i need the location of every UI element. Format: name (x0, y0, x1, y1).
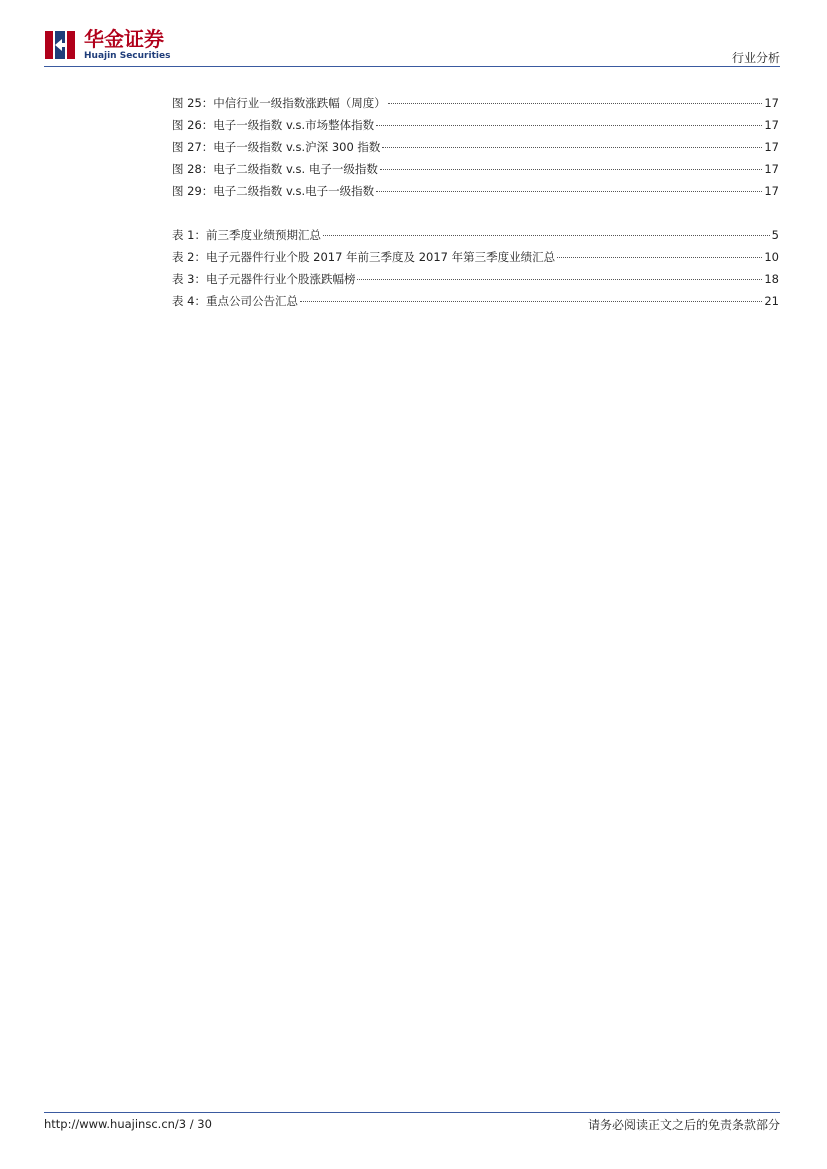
figure-list (172, 92, 779, 202)
toc-item-figure-29[interactable] (172, 180, 779, 202)
toc-leader (300, 301, 762, 302)
toc-leader (557, 257, 762, 258)
toc-item-page: 17 (764, 162, 779, 176)
toc-item-label: 图 27：电子一级指数 v.s.沪深 300 指数 (172, 140, 381, 154)
toc-item-page: 5 (771, 228, 779, 242)
footer-disclaimer: 请务必阅读正文之后的免责条款部分 (587, 1118, 780, 1132)
toc-leader (323, 235, 770, 236)
section-label: 行业分析 (731, 51, 780, 65)
toc-item-figure-28[interactable] (172, 158, 779, 180)
toc-item-label: 图 25：中信行业一级指数涨跌幅（周度） (172, 96, 386, 110)
toc-item-page: 18 (764, 272, 779, 286)
toc-leader (357, 279, 762, 280)
logo-english-name: Huajin Securities (84, 51, 171, 61)
toc-item-page: 21 (764, 294, 779, 308)
toc-leader (376, 125, 762, 126)
footer-url-page[interactable]: http://www.huajinsc.cn/3 / 30 (44, 1117, 212, 1131)
toc-item-page: 17 (764, 140, 779, 154)
footer-divider (44, 1112, 780, 1113)
toc-leader (376, 191, 762, 192)
toc-leader (388, 103, 763, 104)
toc-item-figure-25[interactable] (172, 92, 779, 114)
toc-item-label: 图 28：电子二级指数 v.s. 电子一级指数 (172, 162, 378, 176)
toc-item-label: 表 3：电子元器件行业个股涨跌幅榜 (172, 272, 356, 286)
toc-leader (382, 147, 762, 148)
logo-chinese-name: 华金证券 (84, 27, 164, 51)
toc-item-figure-26[interactable] (172, 114, 779, 136)
toc-item-label: 图 26：电子一级指数 v.s.市场整体指数 (172, 118, 375, 132)
toc-item-label: 图 29：电子二级指数 v.s.电子一级指数 (172, 184, 375, 198)
toc-item-page: 10 (764, 250, 779, 264)
toc-leader (380, 169, 763, 170)
toc-item-label: 表 2：电子元器件行业个股 2017 年前三季度及 2017 年第三季度业绩汇总 (172, 250, 556, 264)
header-divider (44, 66, 780, 67)
toc-item-table-1[interactable] (172, 224, 779, 246)
toc-item-table-2[interactable] (172, 246, 779, 268)
company-logo (44, 29, 184, 63)
toc-item-table-3[interactable] (172, 268, 779, 290)
toc-item-table-4[interactable] (172, 290, 779, 312)
toc-item-page: 17 (764, 184, 779, 198)
huajin-logo-mark-icon (44, 29, 76, 61)
table-list (172, 224, 779, 312)
toc-item-label: 表 1：前三季度业绩预期汇总 (172, 228, 321, 242)
toc-item-page: 17 (764, 96, 779, 110)
toc-item-label: 表 4：重点公司公告汇总 (172, 294, 298, 308)
toc-item-figure-27[interactable] (172, 136, 779, 158)
toc-item-page: 17 (764, 118, 779, 132)
